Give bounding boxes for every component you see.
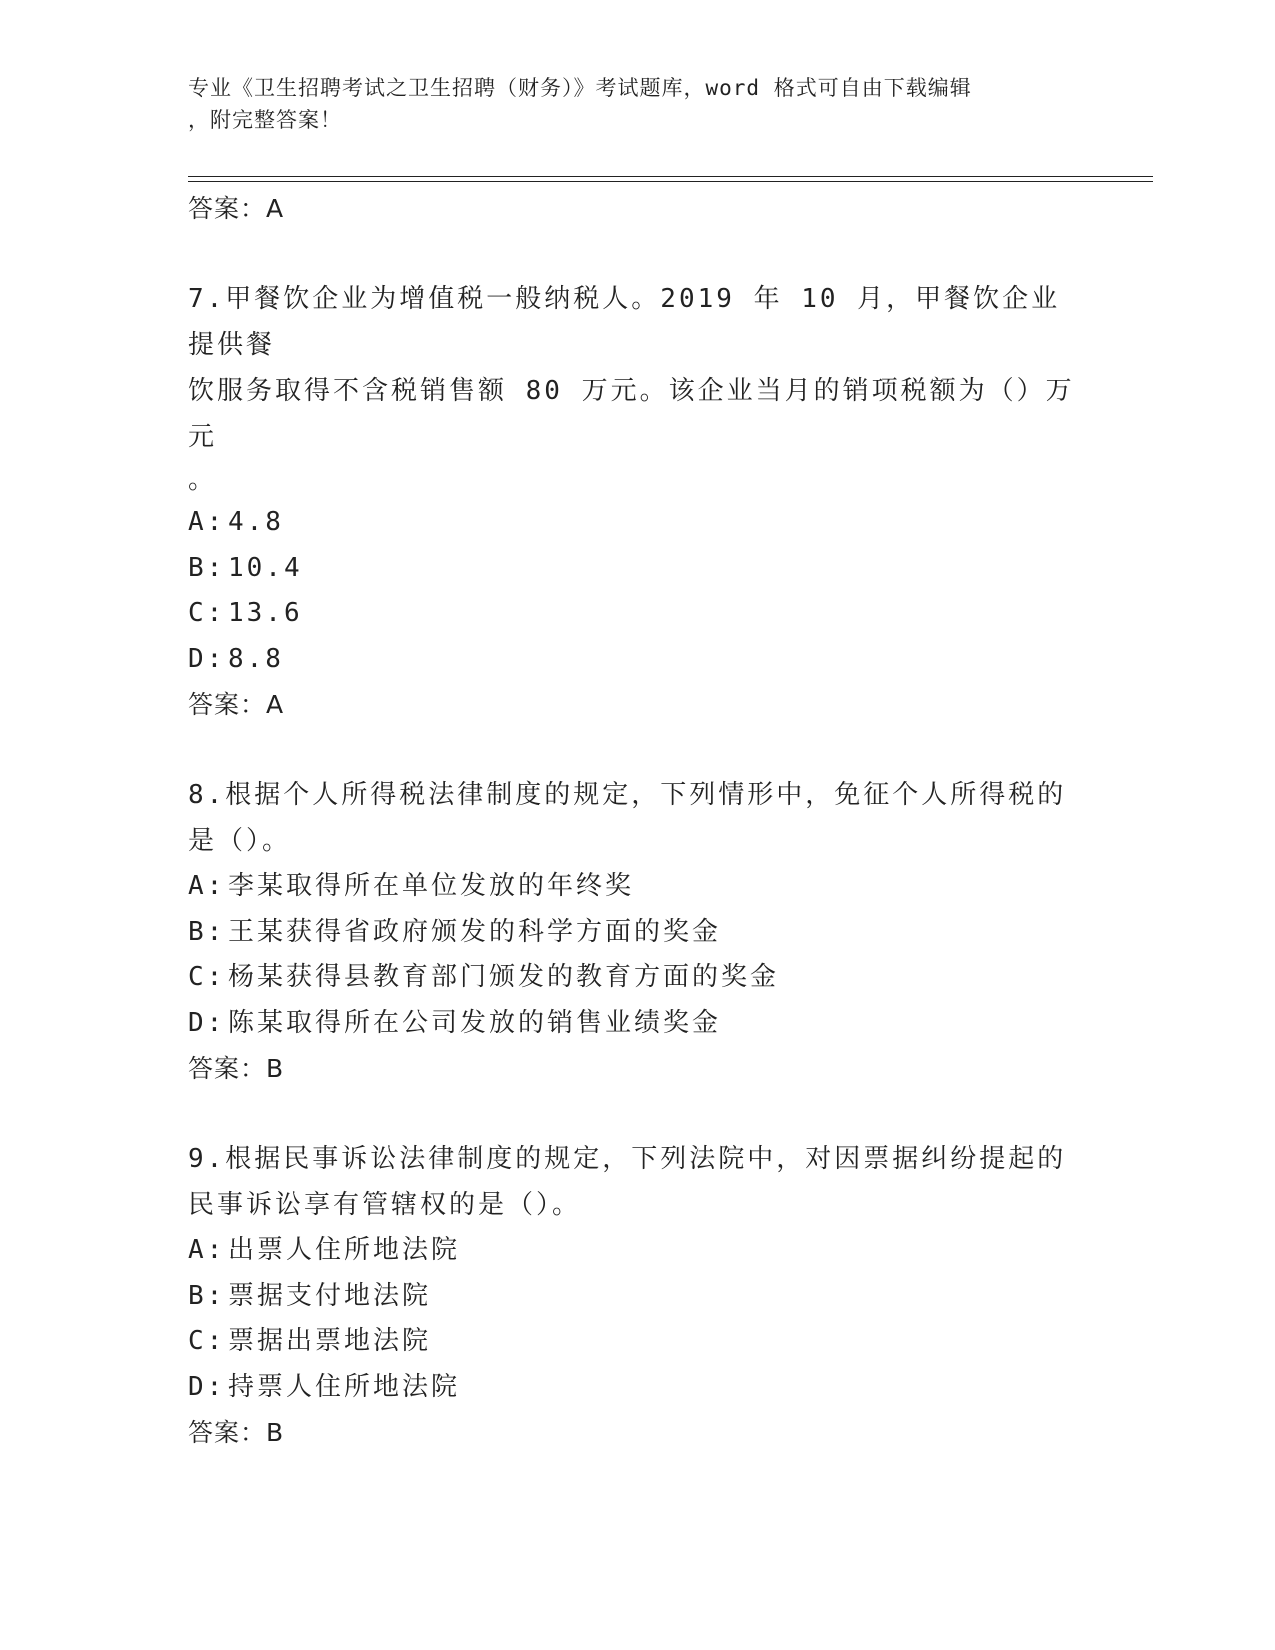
option-text: 8.8 xyxy=(228,643,284,674)
option-text: 杨某获得县教育部门颁发的教育方面的奖金 xyxy=(228,962,780,992)
question-list xyxy=(188,186,1088,1456)
option-c xyxy=(188,591,1088,637)
option-text: 王某获得省政府颁发的科学方面的奖金 xyxy=(228,916,722,947)
question-text-line: 9.根据民事诉讼法律制度的规定，下列法院中，对因票据纠纷提起的 xyxy=(188,1144,1067,1174)
option-key: C: xyxy=(188,962,226,992)
option-key: B: xyxy=(188,916,226,947)
option-text: 票据支付地法院 xyxy=(228,1280,432,1311)
option-text: 10.4 xyxy=(228,552,303,583)
question-text-line: 7.甲餐饮企业为增值税一般纳税人。2019 年 10 月，甲餐饮企业提供餐 xyxy=(188,284,1061,360)
question-7 xyxy=(188,276,1088,728)
option-text: 陈某取得所在公司发放的销售业绩奖金 xyxy=(228,1007,722,1038)
option-text: 4.8 xyxy=(228,507,284,537)
option-key: C: xyxy=(188,1326,226,1356)
answer: 答案：B xyxy=(188,1418,285,1447)
answer: 答案：B xyxy=(188,1054,285,1083)
question-text-line: 。 xyxy=(188,465,215,495)
option-d xyxy=(188,1001,1088,1047)
option-key: C: xyxy=(188,598,226,628)
option-a xyxy=(188,500,1088,546)
option-key: B: xyxy=(188,1280,226,1311)
option-text: 票据出票地法院 xyxy=(228,1326,432,1356)
spacer xyxy=(188,232,1088,276)
question-text-line: 民事诉讼享有管辖权的是（）。 xyxy=(188,1190,582,1220)
option-key: B: xyxy=(188,552,226,583)
option-d xyxy=(188,637,1088,683)
option-a xyxy=(188,1228,1088,1274)
option-b xyxy=(188,1274,1088,1320)
option-b xyxy=(188,910,1088,956)
header-divider-bottom xyxy=(188,181,1153,182)
question-9 xyxy=(188,1136,1088,1456)
spacer xyxy=(188,728,1088,772)
answer: 答案：A xyxy=(188,690,285,719)
option-text: 13.6 xyxy=(228,598,303,628)
header-divider-top xyxy=(188,176,1153,177)
header-line-2: ，附完整答案！ xyxy=(188,108,342,132)
option-c xyxy=(188,1319,1088,1365)
page-header xyxy=(188,72,1088,136)
option-d xyxy=(188,1365,1088,1411)
answer-previous: 答案：A xyxy=(188,194,285,223)
option-text: 李某取得所在单位发放的年终奖 xyxy=(228,871,635,901)
option-key: A: xyxy=(188,1235,226,1265)
question-text-line: 饮服务取得不含税销售额 80 万元。该企业当月的销项税额为（）万元 xyxy=(188,376,1075,452)
option-a xyxy=(188,864,1088,910)
option-text: 出票人住所地法院 xyxy=(228,1235,461,1265)
option-key: A: xyxy=(188,871,226,901)
question-text-line: 是（）。 xyxy=(188,826,292,856)
question-text-line: 8.根据个人所得税法律制度的规定，下列情形中，免征个人所得税的 xyxy=(188,780,1067,810)
option-key: D: xyxy=(188,1007,226,1038)
option-key: D: xyxy=(188,1371,226,1402)
spacer xyxy=(188,1092,1088,1136)
option-c xyxy=(188,955,1088,1001)
question-8 xyxy=(188,772,1088,1092)
option-text: 持票人住所地法院 xyxy=(228,1371,461,1402)
header-line-1: 专业《卫生招聘考试之卫生招聘（财务）》考试题库，word 格式可自由下载编辑 xyxy=(188,76,972,100)
option-key: D: xyxy=(188,643,226,674)
option-b xyxy=(188,546,1088,592)
option-key: A: xyxy=(188,507,226,537)
